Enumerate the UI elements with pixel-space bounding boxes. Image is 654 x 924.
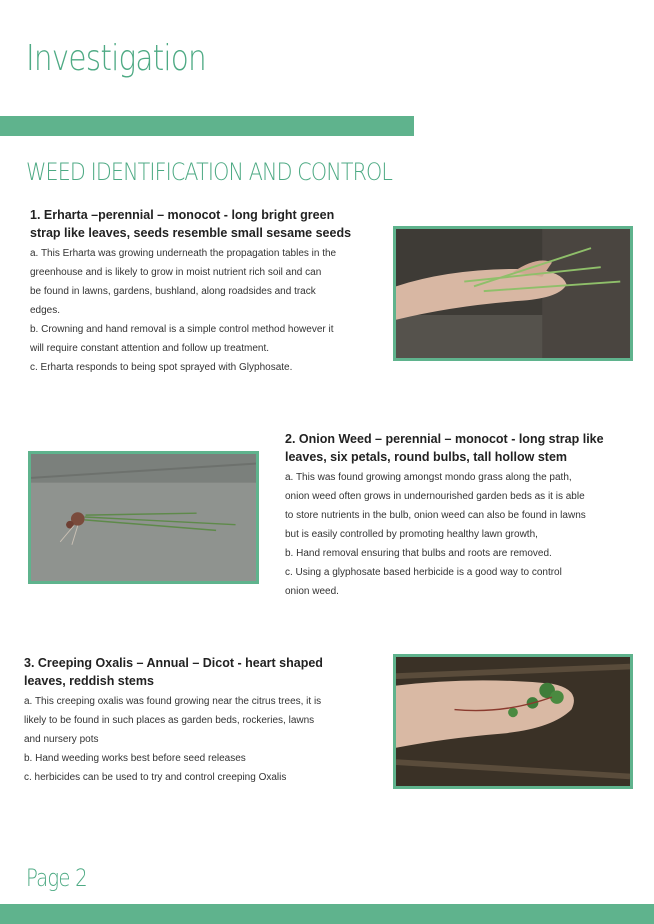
footer-bar [0, 904, 654, 924]
weed-2-line: c. Using a glyphosate based herbicide is a good way to control [285, 567, 562, 578]
weed-2-description [285, 468, 635, 601]
weed-1-line: will require constant attention and follow up treatment. [30, 343, 270, 354]
weed-3-line: and nursery pots [24, 734, 99, 745]
weed-2-heading [285, 430, 635, 466]
weed-2-line: onion weed. [285, 586, 339, 597]
weed-1-description [30, 244, 390, 377]
weed-2-line: b. Hand removal ensuring that bulbs and roots are removed. [285, 548, 552, 559]
weed-3-description [24, 692, 384, 787]
weed-1-heading-line: 1. Erharta –perennial – monocot - long bright green [30, 208, 335, 222]
weed-2-line: but is easily controlled by promoting healthy lawn growth, [285, 529, 538, 540]
weed-3-text [24, 654, 384, 787]
weed-1-line: be found in lawns, gardens, bushland, along roadsides and track [30, 286, 316, 297]
weed-3-line: c. herbicides can be used to try and control creeping Oxalis [24, 772, 287, 783]
weed-2-line: a. This was found growing amongst mondo grass along the path, [285, 472, 572, 483]
weed-1-line: a. This Erharta was growing underneath the propagation tables in the [30, 248, 337, 259]
weed-3-line: a. This creeping oxalis was found growing near the citrus trees, it is [24, 696, 322, 707]
weed-1-heading-line: strap like leaves, seeds resemble small sesame seeds [30, 226, 352, 240]
weed-2-text [285, 430, 635, 601]
weed-1-line: c. Erharta responds to being spot sprayed with Glyphosate. [30, 362, 293, 373]
page-number: Page 2 [26, 864, 87, 892]
weed-3-heading-line: leaves, reddish stems [24, 674, 154, 688]
weed-2-line: onion weed often grows in undernourished garden beds as it is able [285, 491, 585, 502]
section-heading: WEED IDENTIFICATION AND CONTROL [26, 158, 393, 186]
weed-2-heading-line: 2. Onion Weed – perennial – monocot - long strap like [285, 432, 604, 446]
weed-3-line: likely to be found in such places as garden beds, rockeries, lawns [24, 715, 315, 726]
weed-3-heading [24, 654, 384, 690]
header-bar [0, 116, 414, 136]
page-title: Investigation [26, 38, 206, 79]
weed-1-line: greenhouse and is likely to grow in moist nutrient rich soil and can [30, 267, 322, 278]
weed-3-photo [393, 654, 633, 789]
weed-1-text [30, 206, 390, 377]
weed-3-heading-line: 3. Creeping Oxalis – Annual – Dicot - heart shaped [24, 656, 323, 670]
weed-2-photo [28, 451, 259, 584]
weed-1-line: b. Crowning and hand removal is a simple control method however it [30, 324, 334, 335]
weed-2-line: to store nutrients in the bulb, onion weed can also be found in lawns [285, 510, 586, 521]
weed-1-heading [30, 206, 390, 242]
weed-2-heading-line: leaves, six petals, round bulbs, tall hollow stem [285, 450, 568, 464]
weed-1-line: edges. [30, 305, 61, 316]
weed-3-line: b. Hand weeding works best before seed releases [24, 753, 246, 764]
weed-1-photo [393, 226, 633, 361]
